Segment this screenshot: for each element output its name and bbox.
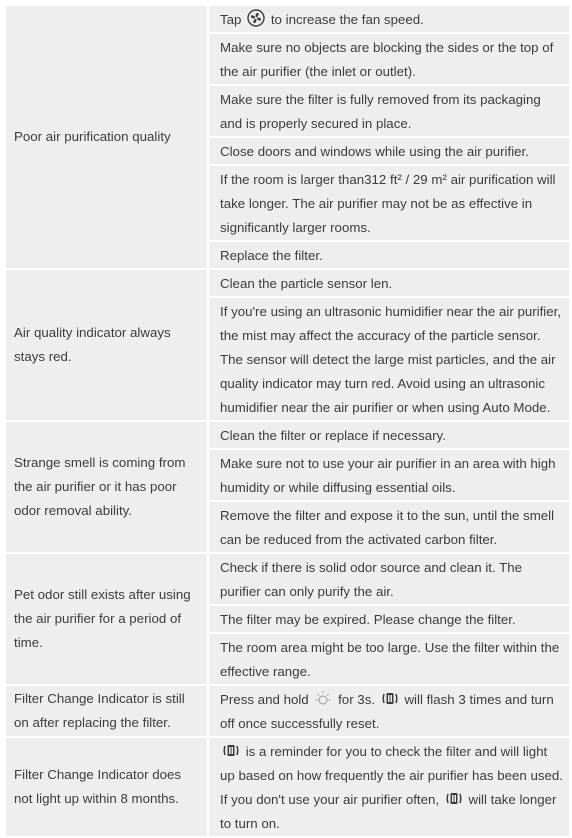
solutions-cell bbox=[209, 6, 569, 268]
solutions-cell bbox=[209, 686, 569, 736]
solution-item: Make sure not to use your air purifier in an area with high humidity or while diffusing essential oils. bbox=[209, 450, 569, 502]
table-row bbox=[6, 422, 569, 554]
fan-speed-icon bbox=[247, 9, 265, 27]
table-row bbox=[6, 6, 569, 270]
solution-item: Replace the filter. bbox=[209, 242, 569, 268]
solution-item: Make sure the filter is fully removed from its packaging and is properly secured in place. bbox=[209, 86, 569, 138]
solution-item: Check if there is solid odor source and clean it. The purifier can only purify the air. bbox=[209, 554, 569, 606]
solution-item: Press and hold for 3s. will flash 3 times and turn off once successfully reset. bbox=[209, 686, 569, 736]
solution-item: If the room is larger than312 ft² / 29 m² air purification will take longer. The air purifier may not be as effective in significantly larger rooms. bbox=[209, 166, 569, 242]
problem-cell: Filter Change Indicator does not light up within 8 months. bbox=[6, 738, 209, 836]
solutions-cell bbox=[209, 554, 569, 684]
problem-cell: Air quality indicator always stays red. bbox=[6, 270, 209, 420]
table-row bbox=[6, 270, 569, 422]
solution-item: Remove the filter and expose it to the sun, until the smell can be reduced from the activated carbon filter. bbox=[209, 502, 569, 552]
sleep-mode-icon bbox=[314, 689, 332, 707]
solution-item: Close doors and windows while using the air purifier. bbox=[209, 138, 569, 166]
solution-item: Make sure no objects are blocking the sides or the top of the air purifier (the inlet or outlet). bbox=[209, 34, 569, 86]
problem-cell: Strange smell is coming from the air purifier or it has poor odor removal ability. bbox=[6, 422, 209, 552]
solution-item: Tap to increase the fan speed. bbox=[209, 6, 569, 34]
solutions-cell bbox=[209, 270, 569, 420]
filter-indicator-icon bbox=[381, 689, 399, 707]
solution-item: is a reminder for you to check the filter and will light up based on how frequently the air purifier has been used. If you don't use your air purifier often, will take longer to turn on. bbox=[209, 738, 569, 836]
solution-item: If you're using an ultrasonic humidifier near the air purifier, the mist may affect the accuracy of the particle sensor. The sensor will detect the large mist particles, and the air quality indicator may turn red. Avoid using an ultrasonic humidifier near the air purifier or when using Auto Mode. bbox=[209, 298, 569, 420]
problem-cell: Poor air purification quality bbox=[6, 6, 209, 268]
table-row bbox=[6, 554, 569, 686]
troubleshooting-table bbox=[6, 6, 569, 838]
solution-item: The room area might be too large. Use the filter within the effective range. bbox=[209, 634, 569, 684]
filter-indicator-icon bbox=[222, 741, 240, 759]
filter-indicator-icon bbox=[445, 789, 463, 807]
solution-item: Clean the particle sensor len. bbox=[209, 270, 569, 298]
solutions-cell bbox=[209, 738, 569, 836]
solution-item: The filter may be expired. Please change the filter. bbox=[209, 606, 569, 634]
problem-cell: Pet odor still exists after using the air purifier for a period of time. bbox=[6, 554, 209, 684]
table-row bbox=[6, 686, 569, 738]
problem-cell: Filter Change Indicator is still on after replacing the filter. bbox=[6, 686, 209, 736]
table-row bbox=[6, 738, 569, 838]
solutions-cell bbox=[209, 422, 569, 552]
solution-item: Clean the filter or replace if necessary. bbox=[209, 422, 569, 450]
